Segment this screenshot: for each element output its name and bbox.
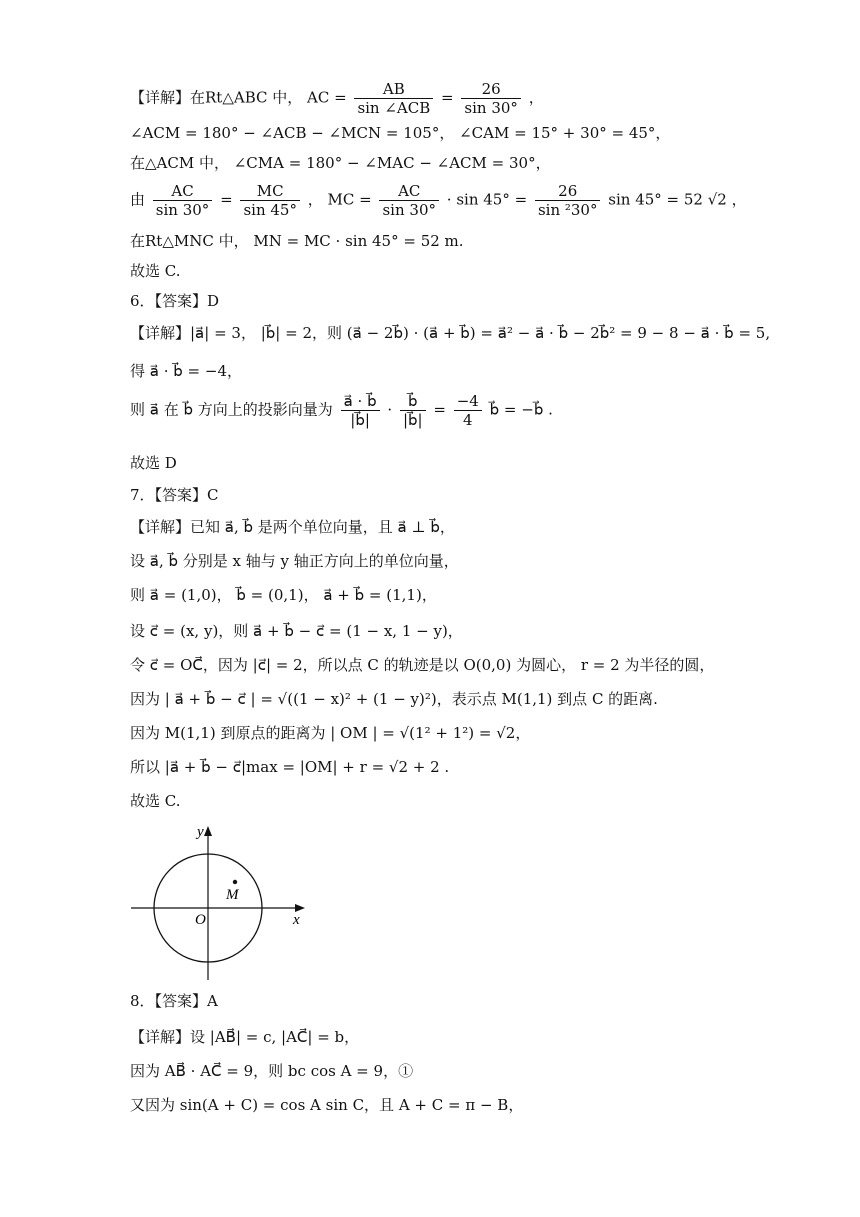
dot: · (387, 400, 393, 419)
equals: = (433, 400, 446, 419)
line-6: 故选 C. (130, 262, 181, 280)
line-23: 【详解】设 |AB⃗| = c, |AC⃗| = b， (130, 1028, 360, 1046)
x-axis-arrow (295, 904, 305, 912)
line-3: 在△ACM 中， ∠CMA = 180° − ∠MAC − ∠ACM = 30°， (130, 154, 551, 172)
l10-prefix: 则 a⃗ 在 b⃗ 方向上的投影向量为 (130, 400, 333, 419)
line-17: 令 c⃗ = OC⃗，因为 |c⃗| = 2，所以点 C 的轨迹是以 O(0,0) 为圆心， r = 2 为半径的圆， (130, 656, 715, 674)
l1-suffix: ， (528, 88, 544, 107)
frac-num: 26 (461, 80, 521, 99)
fraction (379, 182, 439, 219)
l4-suffix: sin 45° = 52 √2 ， (608, 190, 747, 209)
frac-den: sin 30° (155, 201, 210, 219)
fraction-26-sin30 (461, 80, 521, 117)
frac-num: AC (379, 182, 439, 201)
line-8: 【详解】|a⃗| = 3， |b⃗| = 2，则 (a⃗ − 2b⃗) · (a⃗ + b⃗) = a⃗² − a⃗ · b⃗ − 2b⃗² = 9 − 8 − a⃗ · b⃗ = 5, (130, 324, 771, 342)
l4-mid2: · sin 45° = (446, 190, 528, 209)
line-20: 所以 |a⃗ + b⃗ − c⃗|max = |OM| + r = √2 + 2 . (130, 758, 450, 776)
frac-den: sin ²30° (537, 201, 598, 219)
circle-diagram (125, 820, 315, 985)
line-25: 又因为 sin(A + C) = cos A sin C，且 A + C = π − B， (130, 1096, 524, 1114)
l4-prefix: 由 (130, 190, 146, 209)
point-m (233, 880, 237, 884)
frac-num: MC (240, 182, 300, 201)
line-13: 【详解】已知 a⃗, b⃗ 是两个单位向量，且 a⃗ ⊥ b⃗， (130, 518, 455, 536)
frac-num: a⃗ · b⃗ (341, 392, 380, 411)
y-axis-arrow (204, 826, 212, 836)
l10-suffix: b⃗ = −b⃗ . (489, 400, 553, 419)
frac-den: sin 30° (464, 99, 518, 117)
line-9: 得 a⃗ · b⃗ = −4， (130, 362, 243, 380)
equals: = (441, 88, 454, 107)
frac-den: sin 45° (243, 201, 297, 219)
fraction (400, 392, 426, 429)
line-10 (130, 392, 553, 429)
fraction (240, 182, 300, 219)
frac-num: AB (354, 80, 433, 99)
label-m: M (226, 887, 239, 903)
label-y: y (197, 824, 204, 840)
frac-num: AC (153, 182, 213, 201)
line-2: ∠ACM = 180° − ∠ACB − ∠MCN = 105°， ∠CAM = 15° + 30° = 45°， (130, 124, 671, 142)
fraction (454, 392, 482, 429)
fraction (341, 392, 380, 429)
label-o: O (195, 912, 206, 928)
line-11: 故选 D (130, 454, 177, 472)
line-4 (130, 182, 747, 219)
label-x: x (293, 912, 300, 928)
line-14: 设 a⃗, b⃗ 分别是 x 轴与 y 轴正方向上的单位向量， (130, 552, 459, 570)
line-24: 因为 AB⃗ · AC⃗ = 9，则 bc cos A = 9，① (130, 1062, 414, 1080)
answer-8: 8．【答案】A (130, 992, 218, 1010)
frac-den: |b⃗| (350, 411, 370, 429)
line-19: 因为 M(1,1) 到原点的距离为 | OM | = √(1² + 1²) = √2， (130, 724, 531, 742)
frac-den: sin ∠ACB (357, 99, 431, 117)
l1-prefix: 【详解】在Rt△ABC 中， AC = (130, 88, 347, 107)
line-18: 因为 | a⃗ + b⃗ − c⃗ | = √((1 − x)² + (1 − y)²)，表示点 M(1,1) 到点 C 的距离. (130, 690, 658, 708)
line-21: 故选 C. (130, 792, 181, 810)
line-5: 在Rt△MNC 中， MN = MC · sin 45° = 52 m. (130, 232, 464, 250)
fraction (535, 182, 601, 219)
frac-num: b⃗ (400, 392, 426, 411)
equals: = (220, 190, 233, 209)
frac-den: |b⃗| (402, 411, 423, 429)
frac-den: 4 (463, 411, 473, 429)
frac-den: sin 30° (382, 201, 436, 219)
answer-7: 7．【答案】C (130, 486, 219, 504)
fraction-ab-sin (354, 80, 433, 117)
answer-6: 6．【答案】D (130, 292, 220, 310)
line-15: 则 a⃗ = (1,0)， b⃗ = (0,1)， a⃗ + b⃗ = (1,1)， (130, 586, 437, 604)
frac-num: 26 (535, 182, 601, 201)
frac-num: −4 (454, 392, 482, 411)
l4-mid: ， MC = (307, 190, 372, 209)
fraction (153, 182, 213, 219)
line-1 (130, 80, 544, 117)
line-16: 设 c⃗ = (x, y)，则 a⃗ + b⃗ − c⃗ = (1 − x, 1 − y)， (130, 622, 463, 640)
